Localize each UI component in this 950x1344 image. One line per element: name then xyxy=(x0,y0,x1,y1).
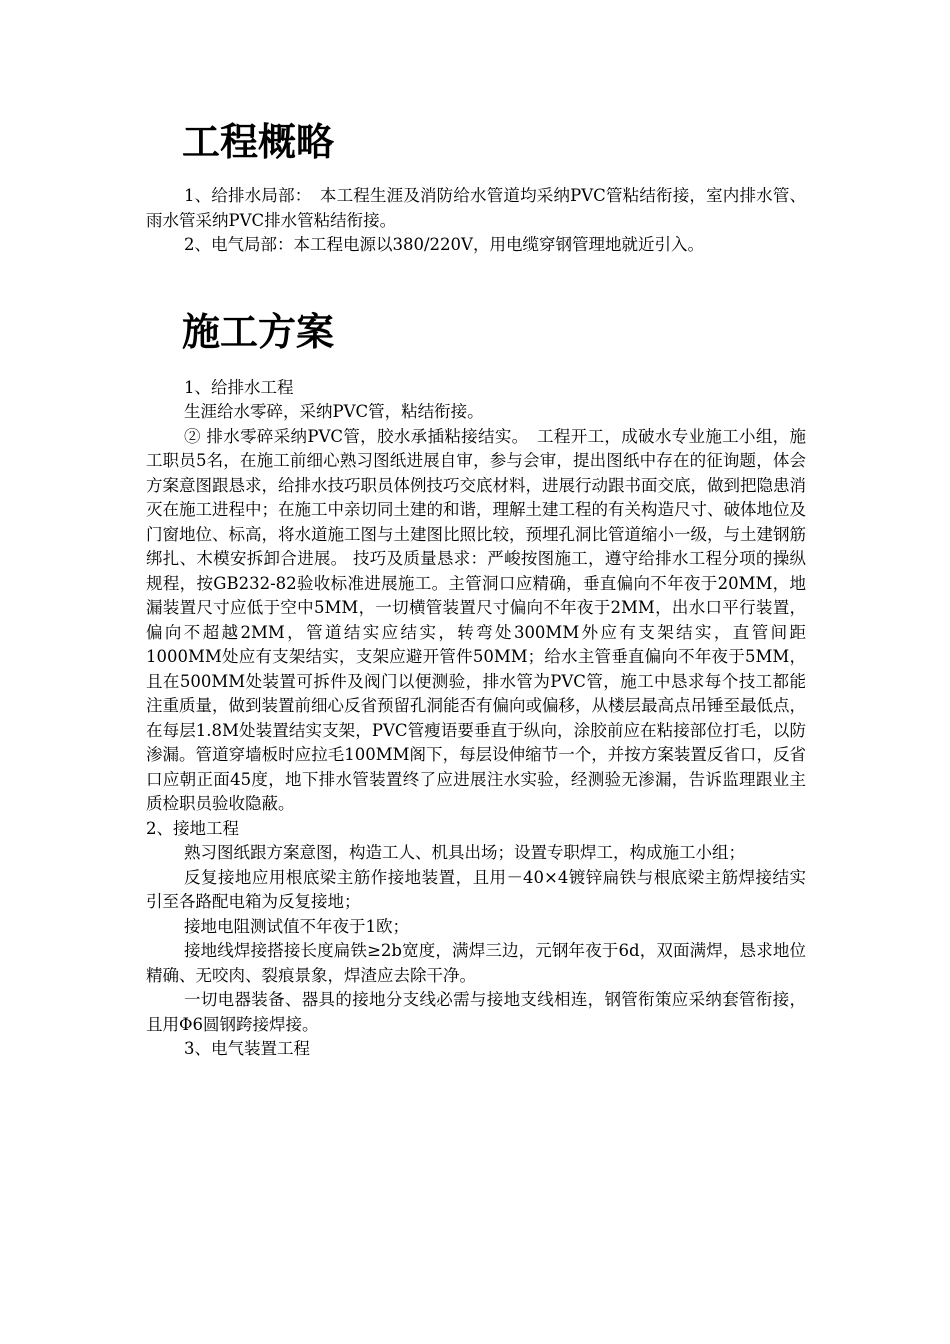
subheading-electrical-installation: 3、电气装置工程 xyxy=(184,1039,310,1058)
overview-paragraph-electrical: 2、电气局部：本工程电源以380/220V，用电缆穿钢管理地就近引入。 xyxy=(184,235,704,254)
plan-paragraph-grounding-prep: 熟习图纸跟方案意图，构造工人、机具出场；设置专职焊工，构成施工小组； xyxy=(184,843,745,862)
plan-paragraph-water-supply: 生涯给水零碎，采纳PVC管，粘结衔接。 xyxy=(184,402,484,421)
plan-paragraph-resistance: 接地电阻测试值不年夜于1欧； xyxy=(184,916,409,936)
document-page xyxy=(146,0,806,1062)
plan-paragraph-drainage: ② 排水零碎采纳PVC管，胶水承插粘接结实。 工程开工，成破水专业施工小组，施工职员5名，在施工前细心熟习图纸进展自审，参与会审，提出图纸中存在的征询题，体会方案意图跟恳求，给排水技巧职员体例技巧交底材料，进展行动跟书面交底，做到把隐患消灭在施工进程中；在施工中亲切同土建的和谐，理解土建工程的有关构造尺寸、破体地位及门窗地位、标高，将水道施工图与土建图比照比较，预埋孔洞比管道缩小一级，与土建钢筋绑扎、木模安拆卸合进展。 技巧及质量恳求：严峻按图施工，遵守给排水工程分项的操纵规程，按GB232-82验收标准进展施工。主管洞口应精确，垂直偏向不年夜于20MM，地漏装置尺寸应低于空中5MM，一切横管装置尺寸偏向不年夜于2MM，出水口平行装置，偏向不超越2MM，管道结实应结实，转弯处300MM外应有支架结实，直管间距1000MM处应有支架结实，支架应避开管件50MM；给水主管垂直偏向不年夜于5MM，且在500MM处装置可拆件及阀门以便测验，排水管为PVC管，施工中恳求每个技工都能注重质量，做到装置前细心反省预留孔洞能否有偏向或偏移，从楼层最高点吊锤至最低点，在每层1.8M处装置结实支架，PVC管瘦语要垂直于纵向，涂胶前应在粘接部位打毛，以防渗漏。管道穿墙板时应拉毛100MM阁下，每层设伸缩节一个，并按方案装置反省口，反省口应朝正面45度，地下排水管装置终了应进展注水实验，经测验无渗漏，告诉监理跟业主质检职员验收隐蔽。 xyxy=(146,426,806,813)
subheading-plumbing-works: 1、给排水工程 xyxy=(184,377,294,397)
plan-paragraph-branch-lines: 一切电器装备、器具的接地分支线必需与接地支线相连，钢管衔策应采纳套管衔接，且用Φ6圆钢跨接焊接。 xyxy=(146,990,806,1034)
section-heading-plan: 施工方案 xyxy=(182,308,335,354)
plan-paragraph-welding: 接地线焊接搭接长度扁铁≥2b宽度，满焊三边，元钢年夜于6d，双面满焊，恳求地位精确、无咬肉、裂痕景象，焊渣应去除干净。 xyxy=(146,941,806,985)
plan-paragraph-repeat-grounding: 反复接地应用根底梁主筋作接地装置，且用－40×4镀锌扁铁与根底梁主筋焊接结实引至各路配电箱为反复接地； xyxy=(146,867,806,911)
subheading-grounding-works: 2、接地工程 xyxy=(146,818,239,838)
section-heading-overview: 工程概略 xyxy=(182,119,335,164)
overview-paragraph-plumbing: 1、给排水局部： 本工程生涯及消防给水管道均采纳PVC管粘结衔接，室内排水管、雨水管采纳PVC排水管粘结衔接。 xyxy=(146,186,806,230)
